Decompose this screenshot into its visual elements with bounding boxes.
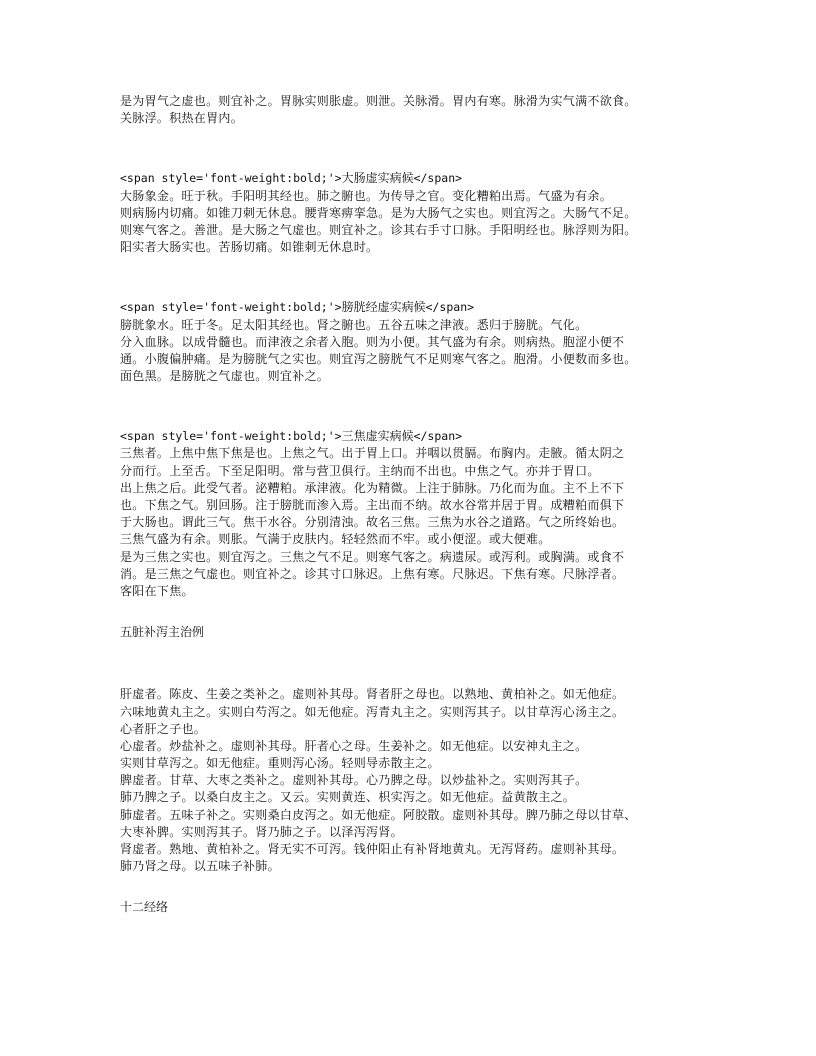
raw-tag-open: <span style='font-weight:bold;'>	[120, 429, 342, 444]
text-line: 大肠象金。旺于秋。手阳明其经也。肺之腑也。为传导之官。变化糟粕出焉。气盛为有余。	[120, 188, 613, 203]
text-line: 客阳在下焦。	[120, 583, 194, 598]
text-line: 实则甘草泻之。如无他症。重则泻心汤。轻则导赤散主之。	[120, 756, 440, 771]
section-heading	[120, 428, 710, 445]
text-line: 肺乃肾之母。以五味子补肺。	[120, 859, 280, 874]
section-heading	[120, 170, 710, 187]
text-line: 大枣补脾。实则泻其子。肾乃肺之子。以泽泻泻肾。	[120, 824, 403, 839]
text-line: 分入血脉。以成骨髓也。而津液之余者入胞。则为小便。其气盛为有余。则病热。胞涩小便不	[120, 334, 625, 349]
raw-tag-close: </span>	[413, 429, 463, 444]
text-line: 肺虚者。五味子补之。实则桑白皮泻之。如无他症。阿胶散。虚则补其母。脾乃肺之母以甘草、	[120, 807, 637, 822]
text-line: 则病肠内切痛。如锥刀刺无休息。腰背寒痹挛急。是为大肠气之实也。则宜泻之。大肠气不足。	[120, 205, 637, 220]
text-line: 消。是三焦之气虚也。则宜补之。诊其寸口脉迟。上焦有寒。尺脉迟。下焦有寒。尺脉浮者。	[120, 566, 625, 581]
text-line: 心者肝之子也。	[120, 721, 207, 736]
sanjiao-section	[120, 428, 710, 600]
text-line: 是为三焦之实也。则宜泻之。三焦之气不足。则寒气客之。病遗尿。或泻利。或胸满。或食不	[120, 549, 625, 564]
text-line: 面色黑。是膀胱之气虚也。则宜补之。	[120, 369, 330, 384]
text-line: 肝虚者。陈皮、生姜之类补之。虚则补其母。肾者肝之母也。以熟地、黄柏补之。如无他症。	[120, 687, 625, 702]
pangguang-section	[120, 299, 710, 385]
raw-tag-close: </span>	[425, 300, 475, 315]
wuzang-section	[120, 686, 710, 875]
text-line: 则寒气客之。善泄。是大肠之气虚也。则宜补之。诊其右手寸口脉。手阳明经也。脉浮则为阳。	[120, 222, 637, 237]
section-heading-wuzang: 五脏补泻主治例	[120, 625, 205, 640]
text-line: 也。下焦之气。别回肠。注于膀胱而渗入焉。主出而不纳。故水谷常并居于胃。成糟粕而俱下	[120, 498, 625, 512]
text-line: 脾虚者。甘草、大枣之类补之。虚则补其母。心乃脾之母。以炒盐补之。实则泻其子。	[120, 773, 588, 788]
wei-paragraph	[120, 93, 710, 127]
text-line: 心虚者。炒盐补之。虚则补其母。肝者心之母。生姜补之。如无他症。以安神丸主之。	[120, 738, 588, 753]
text-line: 通。小腹偏肿痛。是为膀胱气之实也。则宜泻之膀胱气不足则寒气客之。胞滑。小便数而多也。	[120, 351, 637, 366]
section-title: 三焦虚实病候	[341, 429, 414, 444]
raw-tag-close: </span>	[413, 171, 463, 186]
document-page	[120, 93, 710, 917]
text-line: 六味地黄丸主之。实则白芍泻之。如无他症。泻青丸主之。实则泻其子。以甘草泻心汤主之。	[120, 704, 625, 719]
section-heading	[120, 299, 710, 316]
text-line: 是为胃气之虚也。则宜补之。胃脉实则胀虚。则泄。关脉滑。胃内有寒。脉滑为实气满不欲食。	[120, 94, 637, 108]
raw-tag-open: <span style='font-weight:bold;'>	[120, 300, 342, 315]
raw-tag-open: <span style='font-weight:bold;'>	[120, 171, 342, 186]
section-heading-shier: 十二经络	[120, 900, 169, 915]
text-line: 肺乃脾之子。以桑白皮主之。又云。实则黄连、枳实泻之。如无他症。益黄散主之。	[120, 790, 576, 805]
text-line: 于大肠也。谓此三气。焦干水谷。分别清浊。故名三焦。三焦为水谷之道路。气之所终始也。	[120, 515, 625, 530]
section-title: 膀胱经虚实病候	[341, 300, 426, 315]
text-line: 关脉浮。积热在胃内。	[120, 111, 244, 126]
text-line: 阳实者大肠实也。苦肠切痛。如锥刺无休息时。	[120, 240, 379, 255]
section-title: 大肠虚实病候	[341, 171, 414, 186]
text-line: 肾虚者。熟地、黄柏补之。肾无实不可泻。钱仲阳止有补肾地黄丸。无泻肾药。虚则补其母。	[120, 842, 625, 856]
text-line: 分而行。上至舌。下至足阳明。常与营卫俱行。主纳而不出也。中焦之气。亦并于胃口。	[120, 463, 600, 478]
text-line: 三焦者。上焦中焦下焦是也。上焦之气。出于胃上口。并咽以贯膈。布胸内。走腋。循太阴之	[120, 446, 625, 461]
text-line: 出上焦之后。此受气者。泌糟粕。承津液。化为精微。上注于肺脉。乃化而为血。主不上不下	[120, 480, 625, 495]
dachang-section	[120, 170, 710, 256]
text-line: 膀胱象水。旺于冬。足太阳其经也。肾之腑也。五谷五味之津液。悉归于膀胱。气化。	[120, 317, 588, 332]
text-line: 三焦气盛为有余。则胀。气满于皮肤内。轻轻然而不牢。或小便涩。或大便难。	[120, 532, 551, 547]
